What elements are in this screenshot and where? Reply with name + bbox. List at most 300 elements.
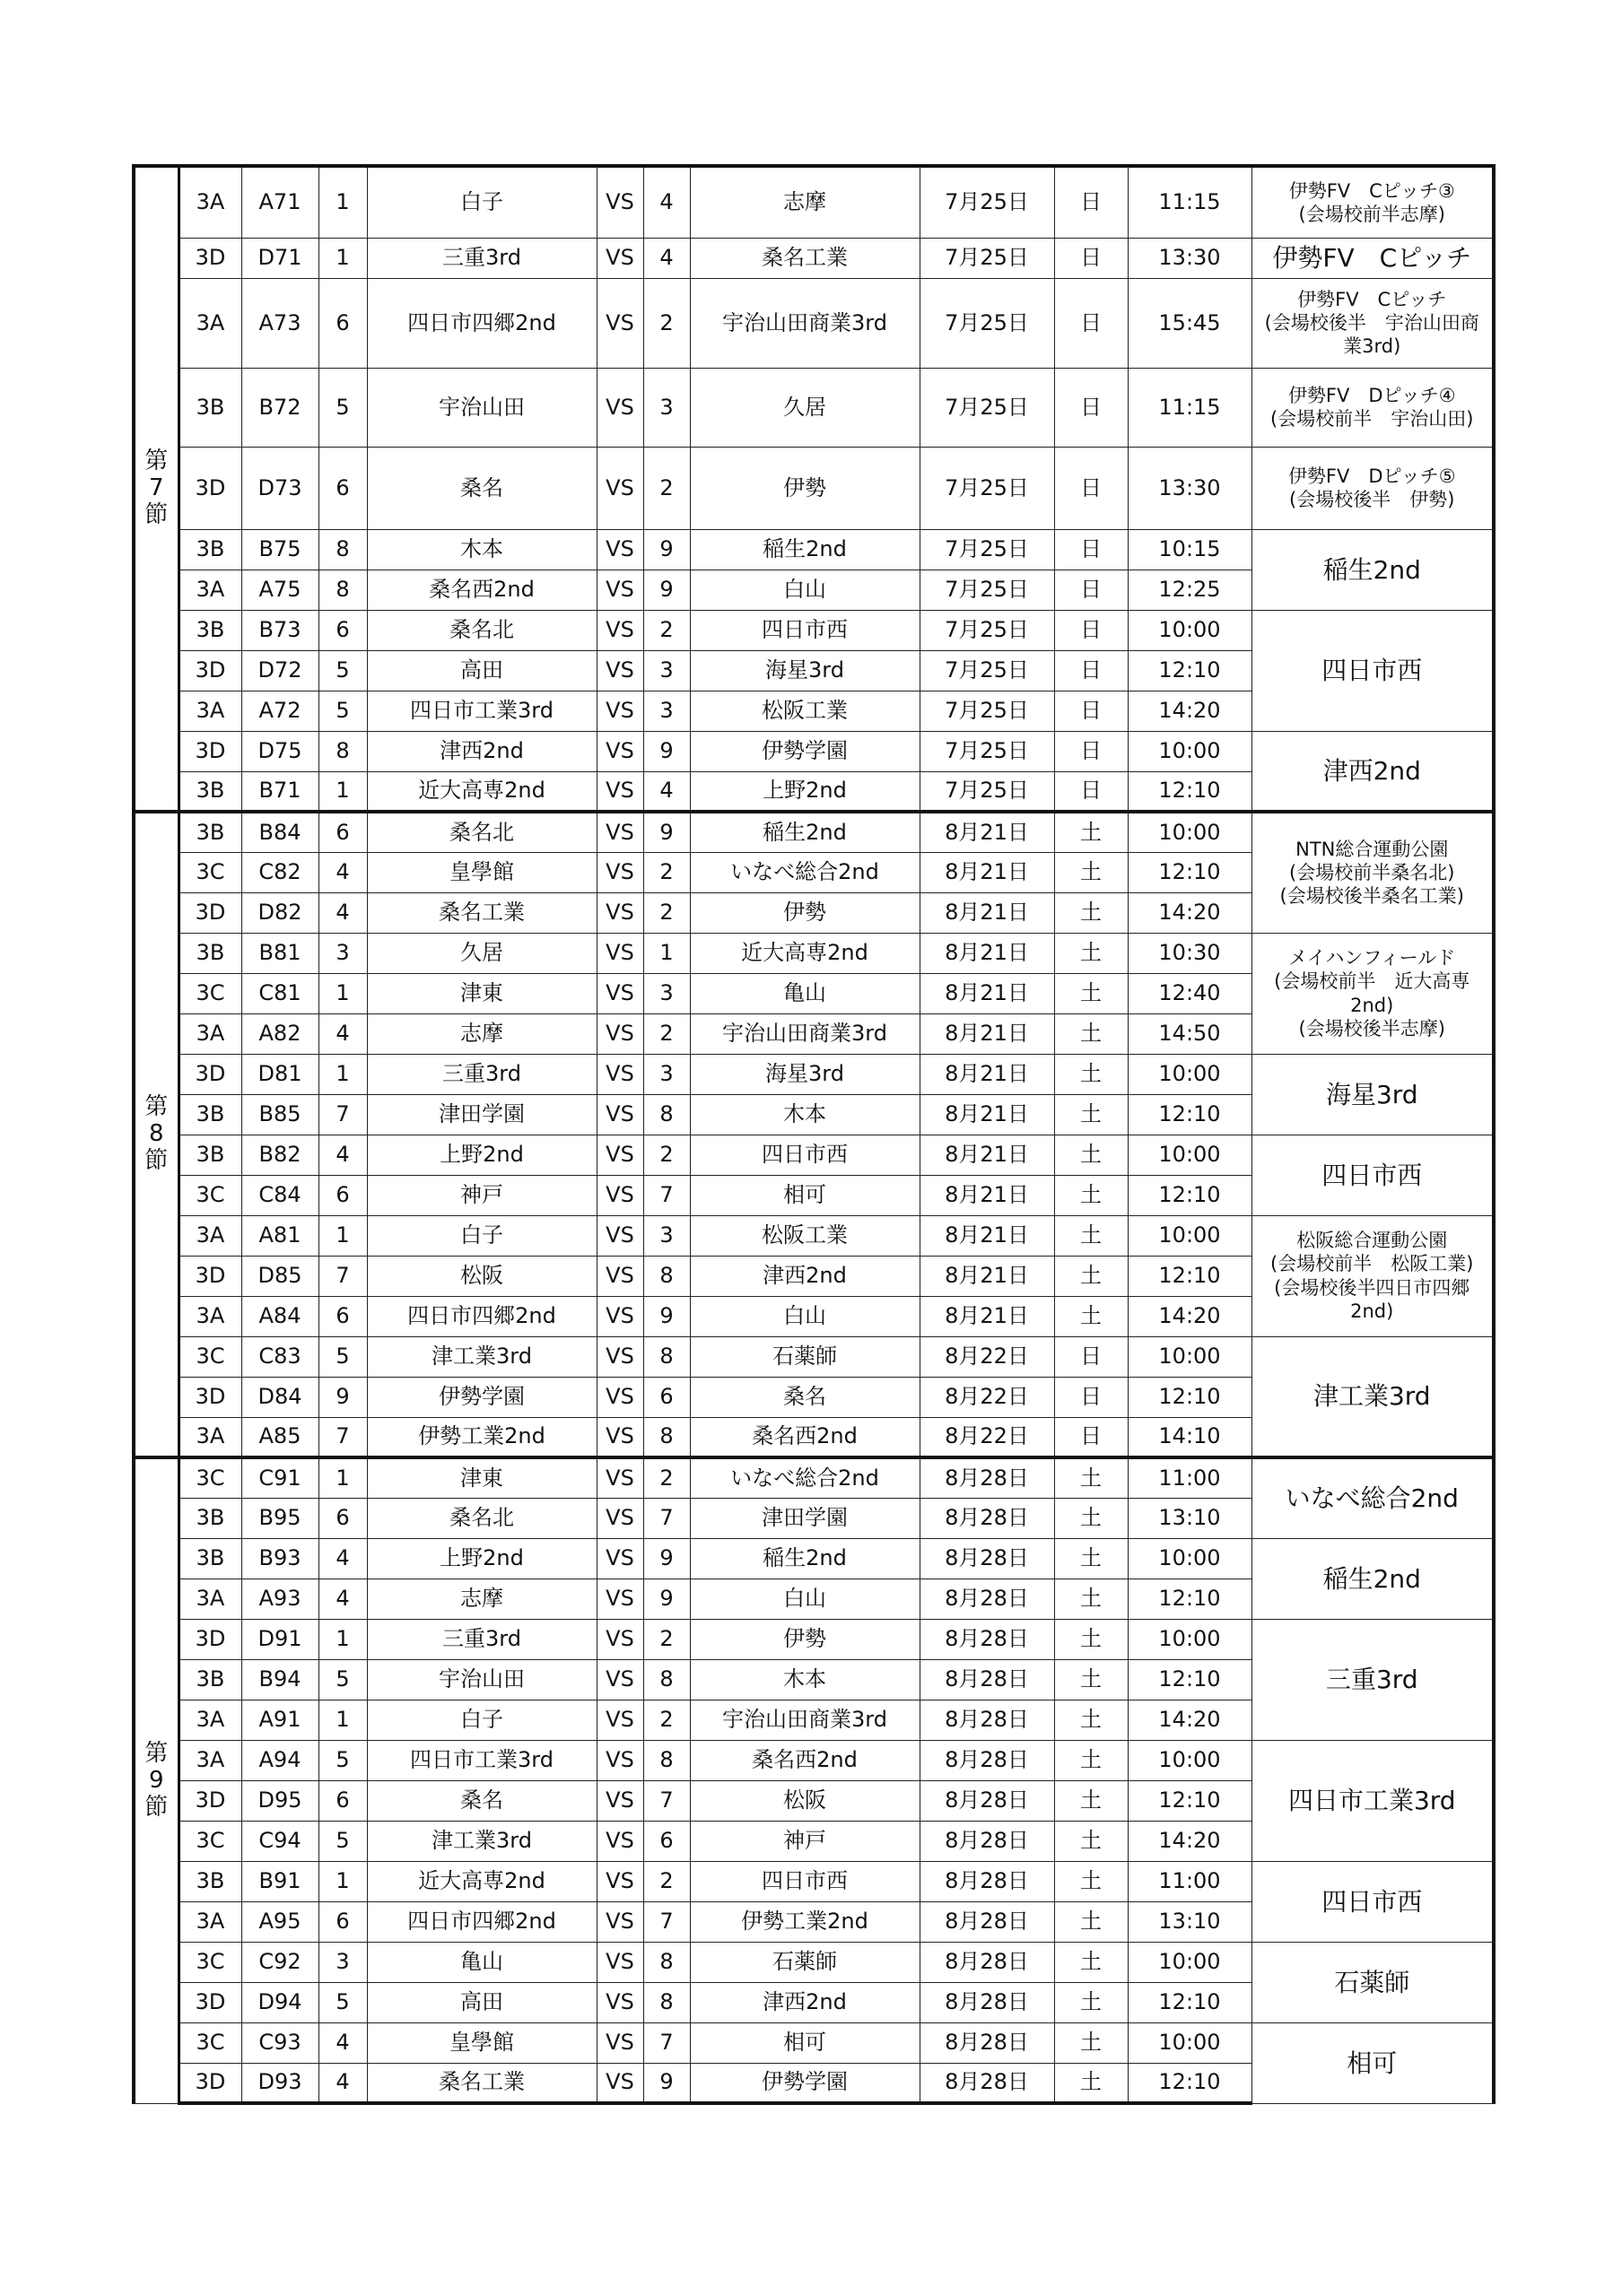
- table-row: [134, 447, 1494, 529]
- vs-cell: VS: [597, 1215, 643, 1256]
- vs-cell: VS: [597, 1054, 643, 1094]
- right-number-cell: 3: [643, 691, 690, 731]
- date-cell: 7月25日: [920, 570, 1054, 610]
- date-cell: 8月21日: [920, 933, 1054, 973]
- table-row: [134, 1619, 1494, 1659]
- table-row: [134, 1457, 1494, 1498]
- venue-cell: 津西2nd: [1251, 731, 1494, 812]
- kickoff-time-cell: 10:00: [1128, 731, 1251, 771]
- division-cell: 3C: [179, 973, 241, 1013]
- away-team-cell: 海星3rd: [690, 650, 920, 691]
- away-team-cell: いなべ総合2nd: [690, 1457, 920, 1498]
- venue-cell: NTN総合運動公園 (会場校前半桑名北) (会場校後半桑名工業): [1251, 812, 1494, 933]
- right-number-cell: 2: [643, 1013, 690, 1054]
- weekday-cell: 土: [1054, 2022, 1128, 2063]
- weekday-cell: 日: [1054, 1336, 1128, 1377]
- kickoff-time-cell: 12:10: [1128, 852, 1251, 892]
- venue-cell: 四日市工業3rd: [1251, 1740, 1494, 1861]
- home-team-cell: 四日市四郷2nd: [367, 1296, 597, 1336]
- left-number-cell: 1: [318, 1619, 367, 1659]
- kickoff-time-cell: 13:10: [1128, 1901, 1251, 1942]
- away-team-cell: 稲生2nd: [690, 529, 920, 570]
- away-team-cell: 桑名西2nd: [690, 1417, 920, 1457]
- date-cell: 8月28日: [920, 1780, 1054, 1821]
- home-team-cell: 宇治山田: [367, 368, 597, 447]
- away-team-cell: 志摩: [690, 166, 920, 238]
- away-team-cell: 稲生2nd: [690, 1538, 920, 1578]
- vs-cell: VS: [597, 731, 643, 771]
- left-number-cell: 6: [318, 1296, 367, 1336]
- weekday-cell: 日: [1054, 447, 1128, 529]
- left-number-cell: 7: [318, 1256, 367, 1296]
- match-code-cell: D75: [241, 731, 318, 771]
- home-team-cell: 津東: [367, 1457, 597, 1498]
- home-team-cell: 志摩: [367, 1013, 597, 1054]
- vs-cell: VS: [597, 1296, 643, 1336]
- date-cell: 8月21日: [920, 1094, 1054, 1135]
- left-number-cell: 1: [318, 166, 367, 238]
- date-cell: 7月25日: [920, 368, 1054, 447]
- venue-cell: 稲生2nd: [1251, 529, 1494, 610]
- kickoff-time-cell: 10:00: [1128, 1336, 1251, 1377]
- weekday-cell: 日: [1054, 529, 1128, 570]
- home-team-cell: 木本: [367, 529, 597, 570]
- left-number-cell: 7: [318, 1094, 367, 1135]
- away-team-cell: 四日市西: [690, 1861, 920, 1901]
- table-row: [134, 166, 1494, 238]
- weekday-cell: 土: [1054, 1821, 1128, 1861]
- division-cell: 3A: [179, 1578, 241, 1619]
- weekday-cell: 土: [1054, 933, 1128, 973]
- table-row: [134, 1336, 1494, 1377]
- home-team-cell: 上野2nd: [367, 1538, 597, 1578]
- match-code-cell: B75: [241, 529, 318, 570]
- date-cell: 8月28日: [920, 1538, 1054, 1578]
- weekday-cell: 土: [1054, 1054, 1128, 1094]
- vs-cell: VS: [597, 166, 643, 238]
- left-number-cell: 7: [318, 1417, 367, 1457]
- home-team-cell: 三重3rd: [367, 1619, 597, 1659]
- division-cell: 3D: [179, 1619, 241, 1659]
- match-code-cell: A84: [241, 1296, 318, 1336]
- right-number-cell: 9: [643, 812, 690, 852]
- left-number-cell: 4: [318, 1013, 367, 1054]
- table-row: [134, 1942, 1494, 1982]
- vs-cell: VS: [597, 278, 643, 368]
- match-code-cell: C84: [241, 1175, 318, 1215]
- division-cell: 3D: [179, 1054, 241, 1094]
- match-code-cell: C94: [241, 1821, 318, 1861]
- left-number-cell: 4: [318, 1578, 367, 1619]
- vs-cell: VS: [597, 1336, 643, 1377]
- left-number-cell: 1: [318, 1700, 367, 1740]
- table-row: [134, 238, 1494, 278]
- away-team-cell: 伊勢: [690, 447, 920, 529]
- away-team-cell: 上野2nd: [690, 771, 920, 812]
- kickoff-time-cell: 11:00: [1128, 1861, 1251, 1901]
- weekday-cell: 土: [1054, 1256, 1128, 1296]
- vs-cell: VS: [597, 1700, 643, 1740]
- match-code-cell: A91: [241, 1700, 318, 1740]
- right-number-cell: 7: [643, 1901, 690, 1942]
- left-number-cell: 8: [318, 731, 367, 771]
- right-number-cell: 3: [643, 1215, 690, 1256]
- away-team-cell: 白山: [690, 1578, 920, 1619]
- section-label-cell: [134, 812, 179, 1457]
- division-cell: 3B: [179, 1498, 241, 1538]
- left-number-cell: 5: [318, 368, 367, 447]
- division-cell: 3D: [179, 238, 241, 278]
- venue-cell: 伊勢FV Cピッチ: [1251, 238, 1494, 278]
- away-team-cell: 稲生2nd: [690, 812, 920, 852]
- left-number-cell: 5: [318, 1982, 367, 2022]
- left-number-cell: 5: [318, 691, 367, 731]
- home-team-cell: 津工業3rd: [367, 1821, 597, 1861]
- right-number-cell: 9: [643, 2063, 690, 2103]
- division-cell: 3A: [179, 1013, 241, 1054]
- kickoff-time-cell: 14:20: [1128, 1700, 1251, 1740]
- date-cell: 7月25日: [920, 529, 1054, 570]
- division-cell: 3B: [179, 1094, 241, 1135]
- left-number-cell: 1: [318, 1215, 367, 1256]
- away-team-cell: 伊勢工業2nd: [690, 1901, 920, 1942]
- vs-cell: VS: [597, 1901, 643, 1942]
- left-number-cell: 9: [318, 1377, 367, 1417]
- date-cell: 8月21日: [920, 1054, 1054, 1094]
- match-code-cell: C83: [241, 1336, 318, 1377]
- away-team-cell: 伊勢: [690, 892, 920, 933]
- home-team-cell: 津西2nd: [367, 731, 597, 771]
- left-number-cell: 3: [318, 933, 367, 973]
- right-number-cell: 2: [643, 447, 690, 529]
- kickoff-time-cell: 12:10: [1128, 1659, 1251, 1700]
- left-number-cell: 4: [318, 892, 367, 933]
- match-code-cell: B91: [241, 1861, 318, 1901]
- match-code-cell: A94: [241, 1740, 318, 1780]
- weekday-cell: 日: [1054, 731, 1128, 771]
- away-team-cell: 海星3rd: [690, 1054, 920, 1094]
- weekday-cell: 土: [1054, 1175, 1128, 1215]
- left-number-cell: 1: [318, 238, 367, 278]
- weekday-cell: 土: [1054, 1094, 1128, 1135]
- kickoff-time-cell: 10:00: [1128, 1942, 1251, 1982]
- weekday-cell: 日: [1054, 610, 1128, 650]
- kickoff-time-cell: 12:10: [1128, 1175, 1251, 1215]
- kickoff-time-cell: 15:45: [1128, 278, 1251, 368]
- left-number-cell: 6: [318, 1901, 367, 1942]
- vs-cell: VS: [597, 1135, 643, 1175]
- right-number-cell: 9: [643, 1578, 690, 1619]
- date-cell: 8月28日: [920, 1942, 1054, 1982]
- date-cell: 8月22日: [920, 1417, 1054, 1457]
- table-row: [134, 529, 1494, 570]
- left-number-cell: 4: [318, 2063, 367, 2103]
- weekday-cell: 土: [1054, 1296, 1128, 1336]
- home-team-cell: 三重3rd: [367, 238, 597, 278]
- kickoff-time-cell: 12:25: [1128, 570, 1251, 610]
- vs-cell: VS: [597, 1982, 643, 2022]
- home-team-cell: 白子: [367, 1215, 597, 1256]
- weekday-cell: 土: [1054, 892, 1128, 933]
- vs-cell: VS: [597, 447, 643, 529]
- left-number-cell: 4: [318, 1135, 367, 1175]
- kickoff-time-cell: 14:20: [1128, 1296, 1251, 1336]
- date-cell: 8月28日: [920, 1578, 1054, 1619]
- right-number-cell: 8: [643, 1336, 690, 1377]
- right-number-cell: 1: [643, 933, 690, 973]
- weekday-cell: 土: [1054, 1780, 1128, 1821]
- vs-cell: VS: [597, 812, 643, 852]
- left-number-cell: 6: [318, 278, 367, 368]
- division-cell: 3C: [179, 1175, 241, 1215]
- date-cell: 8月28日: [920, 1498, 1054, 1538]
- weekday-cell: 日: [1054, 278, 1128, 368]
- match-code-cell: D84: [241, 1377, 318, 1417]
- table-row: [134, 1215, 1494, 1256]
- right-number-cell: 3: [643, 368, 690, 447]
- home-team-cell: 久居: [367, 933, 597, 973]
- match-code-cell: B95: [241, 1498, 318, 1538]
- division-cell: 3C: [179, 1942, 241, 1982]
- kickoff-time-cell: 10:00: [1128, 1135, 1251, 1175]
- match-code-cell: C93: [241, 2022, 318, 2063]
- weekday-cell: 日: [1054, 238, 1128, 278]
- division-cell: 3D: [179, 2063, 241, 2103]
- kickoff-time-cell: 12:10: [1128, 1256, 1251, 1296]
- table-row: [134, 933, 1494, 973]
- division-cell: 3C: [179, 1336, 241, 1377]
- venue-cell: 相可: [1251, 2022, 1494, 2103]
- division-cell: 3A: [179, 691, 241, 731]
- home-team-cell: 志摩: [367, 1578, 597, 1619]
- date-cell: 7月25日: [920, 447, 1054, 529]
- division-cell: 3A: [179, 570, 241, 610]
- division-cell: 3A: [179, 1215, 241, 1256]
- right-number-cell: 2: [643, 610, 690, 650]
- match-code-cell: D95: [241, 1780, 318, 1821]
- kickoff-time-cell: 12:10: [1128, 1780, 1251, 1821]
- table-row: [134, 2022, 1494, 2063]
- vs-cell: VS: [597, 1821, 643, 1861]
- date-cell: 8月28日: [920, 2063, 1054, 2103]
- right-number-cell: 7: [643, 1498, 690, 1538]
- home-team-cell: 近大高専2nd: [367, 771, 597, 812]
- left-number-cell: 6: [318, 812, 367, 852]
- weekday-cell: 土: [1054, 1498, 1128, 1538]
- date-cell: 8月28日: [920, 1861, 1054, 1901]
- date-cell: 7月25日: [920, 650, 1054, 691]
- left-number-cell: 1: [318, 771, 367, 812]
- away-team-cell: 松阪工業: [690, 1215, 920, 1256]
- vs-cell: VS: [597, 1256, 643, 1296]
- venue-cell: メイハンフィールド (会場校前半 近大高専2nd) (会場校後半志摩): [1251, 933, 1494, 1054]
- division-cell: 3B: [179, 368, 241, 447]
- kickoff-time-cell: 12:10: [1128, 1094, 1251, 1135]
- division-cell: 3D: [179, 892, 241, 933]
- away-team-cell: 白山: [690, 1296, 920, 1336]
- match-code-cell: D85: [241, 1256, 318, 1296]
- weekday-cell: 土: [1054, 1215, 1128, 1256]
- match-code-cell: B94: [241, 1659, 318, 1700]
- left-number-cell: 5: [318, 650, 367, 691]
- kickoff-time-cell: 11:15: [1128, 368, 1251, 447]
- match-code-cell: D72: [241, 650, 318, 691]
- home-team-cell: 桑名工業: [367, 2063, 597, 2103]
- date-cell: 8月28日: [920, 1740, 1054, 1780]
- section-label: 第7節: [144, 448, 169, 528]
- match-code-cell: D73: [241, 447, 318, 529]
- division-cell: 3C: [179, 2022, 241, 2063]
- away-team-cell: 神戸: [690, 1821, 920, 1861]
- weekday-cell: 日: [1054, 771, 1128, 812]
- weekday-cell: 土: [1054, 1013, 1128, 1054]
- away-team-cell: 宇治山田商業3rd: [690, 1013, 920, 1054]
- kickoff-time-cell: 10:00: [1128, 1538, 1251, 1578]
- left-number-cell: 4: [318, 852, 367, 892]
- home-team-cell: 桑名西2nd: [367, 570, 597, 610]
- left-number-cell: 8: [318, 529, 367, 570]
- vs-cell: VS: [597, 973, 643, 1013]
- weekday-cell: 土: [1054, 2063, 1128, 2103]
- venue-cell: 四日市西: [1251, 1861, 1494, 1942]
- weekday-cell: 土: [1054, 1942, 1128, 1982]
- venue-cell: 海星3rd: [1251, 1054, 1494, 1135]
- weekday-cell: 土: [1054, 1538, 1128, 1578]
- home-team-cell: 三重3rd: [367, 1054, 597, 1094]
- date-cell: 8月22日: [920, 1336, 1054, 1377]
- away-team-cell: 伊勢: [690, 1619, 920, 1659]
- vs-cell: VS: [597, 1498, 643, 1538]
- schedule-body: [134, 166, 1494, 2103]
- date-cell: 8月21日: [920, 1135, 1054, 1175]
- vs-cell: VS: [597, 1377, 643, 1417]
- venue-cell: 松阪総合運動公園 (会場校前半 松阪工業) (会場校後半四日市四郷2nd): [1251, 1215, 1494, 1336]
- kickoff-time-cell: 12:40: [1128, 973, 1251, 1013]
- date-cell: 7月25日: [920, 238, 1054, 278]
- home-team-cell: 上野2nd: [367, 1135, 597, 1175]
- division-cell: 3B: [179, 610, 241, 650]
- left-number-cell: 5: [318, 1821, 367, 1861]
- right-number-cell: 8: [643, 1982, 690, 2022]
- left-number-cell: 4: [318, 1538, 367, 1578]
- away-team-cell: 松阪: [690, 1780, 920, 1821]
- weekday-cell: 日: [1054, 691, 1128, 731]
- left-number-cell: 1: [318, 1861, 367, 1901]
- table-row: [134, 731, 1494, 771]
- division-cell: 3A: [179, 1740, 241, 1780]
- kickoff-time-cell: 10:00: [1128, 812, 1251, 852]
- left-number-cell: 4: [318, 2022, 367, 2063]
- left-number-cell: 5: [318, 1740, 367, 1780]
- date-cell: 8月28日: [920, 1901, 1054, 1942]
- left-number-cell: 6: [318, 610, 367, 650]
- vs-cell: VS: [597, 529, 643, 570]
- away-team-cell: 宇治山田商業3rd: [690, 1700, 920, 1740]
- venue-cell: 伊勢FV Cピッチ③ (会場校前半志摩): [1251, 166, 1494, 238]
- home-team-cell: 亀山: [367, 1942, 597, 1982]
- match-code-cell: D94: [241, 1982, 318, 2022]
- match-code-cell: D91: [241, 1619, 318, 1659]
- date-cell: 8月21日: [920, 1013, 1054, 1054]
- right-number-cell: 3: [643, 650, 690, 691]
- date-cell: 8月28日: [920, 1982, 1054, 2022]
- weekday-cell: 土: [1054, 1619, 1128, 1659]
- home-team-cell: 桑名北: [367, 812, 597, 852]
- right-number-cell: 9: [643, 570, 690, 610]
- weekday-cell: 日: [1054, 1417, 1128, 1457]
- vs-cell: VS: [597, 1417, 643, 1457]
- home-team-cell: 桑名北: [367, 1498, 597, 1538]
- left-number-cell: 6: [318, 1780, 367, 1821]
- home-team-cell: 皇學館: [367, 852, 597, 892]
- match-code-cell: D93: [241, 2063, 318, 2103]
- home-team-cell: 松阪: [367, 1256, 597, 1296]
- venue-cell: 津工業3rd: [1251, 1336, 1494, 1457]
- date-cell: 7月25日: [920, 278, 1054, 368]
- left-number-cell: 8: [318, 570, 367, 610]
- match-code-cell: A85: [241, 1417, 318, 1457]
- home-team-cell: 四日市工業3rd: [367, 1740, 597, 1780]
- kickoff-time-cell: 14:20: [1128, 691, 1251, 731]
- away-team-cell: 亀山: [690, 973, 920, 1013]
- match-code-cell: A71: [241, 166, 318, 238]
- vs-cell: VS: [597, 771, 643, 812]
- date-cell: 8月21日: [920, 973, 1054, 1013]
- right-number-cell: 2: [643, 1700, 690, 1740]
- division-cell: 3C: [179, 1457, 241, 1498]
- home-team-cell: 皇學館: [367, 2022, 597, 2063]
- home-team-cell: 桑名北: [367, 610, 597, 650]
- match-code-cell: C82: [241, 852, 318, 892]
- weekday-cell: 土: [1054, 1861, 1128, 1901]
- right-number-cell: 7: [643, 1175, 690, 1215]
- section-label-cell: [134, 166, 179, 812]
- match-code-cell: A82: [241, 1013, 318, 1054]
- match-code-cell: A72: [241, 691, 318, 731]
- vs-cell: VS: [597, 933, 643, 973]
- away-team-cell: 津西2nd: [690, 1982, 920, 2022]
- left-number-cell: 3: [318, 1942, 367, 1982]
- vs-cell: VS: [597, 238, 643, 278]
- kickoff-time-cell: 12:10: [1128, 771, 1251, 812]
- venue-cell: 伊勢FV Cピッチ (会場校後半 宇治山田商業3rd): [1251, 278, 1494, 368]
- match-code-cell: D82: [241, 892, 318, 933]
- right-number-cell: 8: [643, 1659, 690, 1700]
- home-team-cell: 四日市四郷2nd: [367, 1901, 597, 1942]
- vs-cell: VS: [597, 2022, 643, 2063]
- weekday-cell: 土: [1054, 1740, 1128, 1780]
- date-cell: 7月25日: [920, 771, 1054, 812]
- division-cell: 3C: [179, 852, 241, 892]
- match-code-cell: A75: [241, 570, 318, 610]
- weekday-cell: 土: [1054, 1901, 1128, 1942]
- date-cell: 8月28日: [920, 2022, 1054, 2063]
- away-team-cell: いなべ総合2nd: [690, 852, 920, 892]
- away-team-cell: 伊勢学園: [690, 731, 920, 771]
- vs-cell: VS: [597, 852, 643, 892]
- kickoff-time-cell: 10:30: [1128, 933, 1251, 973]
- division-cell: 3A: [179, 1417, 241, 1457]
- right-number-cell: 8: [643, 1094, 690, 1135]
- right-number-cell: 3: [643, 973, 690, 1013]
- table-row: [134, 1538, 1494, 1578]
- home-team-cell: 宇治山田: [367, 1659, 597, 1700]
- match-code-cell: A81: [241, 1215, 318, 1256]
- kickoff-time-cell: 13:30: [1128, 447, 1251, 529]
- match-code-cell: B72: [241, 368, 318, 447]
- right-number-cell: 7: [643, 1780, 690, 1821]
- date-cell: 8月28日: [920, 1619, 1054, 1659]
